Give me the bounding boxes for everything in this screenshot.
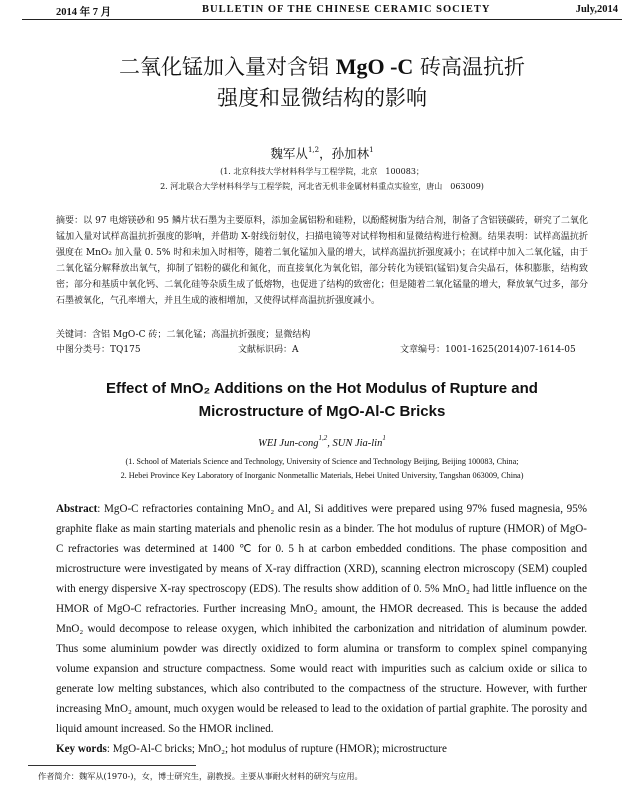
cn-author-1-aff: 1,2 — [307, 146, 320, 154]
en-abstract-label: Abstract — [56, 503, 98, 515]
chinese-title — [0, 51, 644, 114]
cn-article-number: 文章编号：1001-1625(2014)07-1614-05 — [400, 345, 576, 355]
cn-author-2: 孙加林 — [331, 146, 370, 161]
en-author-1-aff: 1,2 — [318, 434, 328, 442]
cn-class-number: 中图分类号：TQ175 — [56, 345, 141, 355]
en-author-2: SUN Jia-lin — [332, 438, 383, 449]
en-keywords-text: : MgO-Al-C bricks; MnO₂; hot modulus of rupture (HMOR); microstructure — [106, 743, 447, 755]
cn-author-1: 魏军从 — [270, 146, 308, 161]
header-journal-name: BULLETIN OF THE CHINESE CERAMIC SOCIETY — [202, 4, 491, 15]
chinese-abstract — [56, 213, 588, 309]
author-bio-footnote: 作者简介：魏军从(1970-)，女，博士研究生，副教授。主要从事耐火材料的研究与应用。 — [38, 771, 363, 781]
cn-affiliation-2: 2. 河北联合大学材料科学与工程学院，河北省无机非金属材料重点实验室，唐山 063009) — [160, 182, 484, 191]
english-abstract — [56, 499, 587, 759]
cn-title-mgo: MgO -C — [335, 54, 414, 79]
header-date-en: July,2014 — [575, 4, 618, 15]
running-header — [22, 0, 622, 20]
en-author-1: WEI Jun-cong — [258, 438, 319, 449]
english-authors — [0, 434, 644, 449]
cn-document-code: 文献标识码：A — [238, 345, 299, 355]
cn-affiliation-1: (1. 北京科技大学材料科学与工程学院，北京 100083； — [220, 167, 424, 176]
en-author-2-aff: 1 — [382, 434, 386, 442]
english-title — [0, 377, 644, 423]
cn-abstract-text: ：以 97 电熔镁砂和 95 鳞片状石墨为主要原料，添加金属铝粉和硅粉，以酚醛树脂为结合剂，制备了含铝镁碳砖，研究了二氧化锰加入量对试样高温抗折强度的影响，并借助 X-射线衍射仪，扫描电镜等对试样物相和显微结构进行检测。结果表明：试样高温抗折强度在 MnO₂ 加入量 0. 5% 时和未加入时相等，随着二氧化锰加入量的增大，试样高温抗折强度减小；在试样中加入二氧化锰，由于二氧化锰分解释放出氧气，抑制了铝粉的碳化和氮化，而直接氧化为氧化铝，部分转化为镁铝(锰铝)复合尖晶石，体积膨胀，结构致密；部分和基质中氧化钙、二氧化硅等杂质生成了低熔物，也促进了结构的致密化；但是随着二氧化锰量的增大，释放氧气过多，部分石墨被氧化，气孔率增大，并且生成的液相增加，又使得试样高温抗折强度减小。 — [56, 216, 588, 306]
header-date-cn: 2014 年 7 月 — [56, 7, 112, 18]
en-author-sep: , — [327, 438, 333, 449]
cn-author-2-aff: 1 — [369, 146, 374, 154]
cn-keywords: 关键词：含铝 MgO-C 砖；二氧化锰；高温抗折强度；显微结构 — [56, 330, 311, 340]
footnote-divider — [28, 765, 196, 766]
en-title-line2: Microstructure of MgO-Al-C Bricks — [198, 403, 446, 420]
en-title-line1: Effect of MnO₂ Additions on the Hot Modulus of Rupture and — [106, 380, 538, 397]
cn-title-part2: 砖高温抗折 — [413, 55, 525, 79]
en-abstract-text: : MgO-C refractories containing MnO₂ and Al, Si additives were prepared using 97% fused magnesia, 95% graphite flake as main starting materials and phenolic resin as a binder. The hot modulus of rupture (HMOR) of MgO-C refractories was determined at 1400 ℃ for 0. 5 h at carbon embedded conditions. The phase composition and microstructure were investigated by means of X-ray diffraction (XRD), scanning electron microscopy (SEM) coupled with energy dispersive X-ray spectroscopy (EDS). The results show addition of 0. 5% MnO₂ had little influence on the HMOR of MgO-C refractories. Further increasing MnO₂ amount, the HMOR decreased. This is because the added MnO₂ would decompose to release oxygen, which inhibited the carbonization and nitridation of aluminum powder. Thus some aluminium powder was directly oxidized to form alumina or transform to complex spinel companying volume expansion and structure compactness. Some would react with impurities such as calcium oxide or silica to generate low melting substances, which also contributed to the compactness of the structure. However, with further increasing MnO₂ amount, much oxygen would be released to lead to the oxidation of partial graphite. The porosity and liquid amount increased. So the HMOR inclined. — [56, 503, 587, 735]
en-keywords-label: Key words — [56, 743, 107, 755]
cn-title-line2: 强度和显微结构的影响 — [217, 86, 427, 110]
cn-abstract-label: 摘要 — [56, 216, 75, 226]
cn-author-sep: ， — [319, 146, 332, 161]
en-affiliation-2: 2. Hebei Province Key Laboratory of Inorganic Nonmetallic Materials, Hebei United University, Tangshan 063009, China) — [120, 471, 524, 480]
chinese-authors — [0, 144, 644, 162]
en-affiliation-1: (1. School of Materials Science and Technology, University of Science and Technology Beijing, Beijing 100083, China; — [125, 457, 519, 466]
cn-title-part1: 二氧化锰加入量对含铝 — [119, 55, 336, 79]
